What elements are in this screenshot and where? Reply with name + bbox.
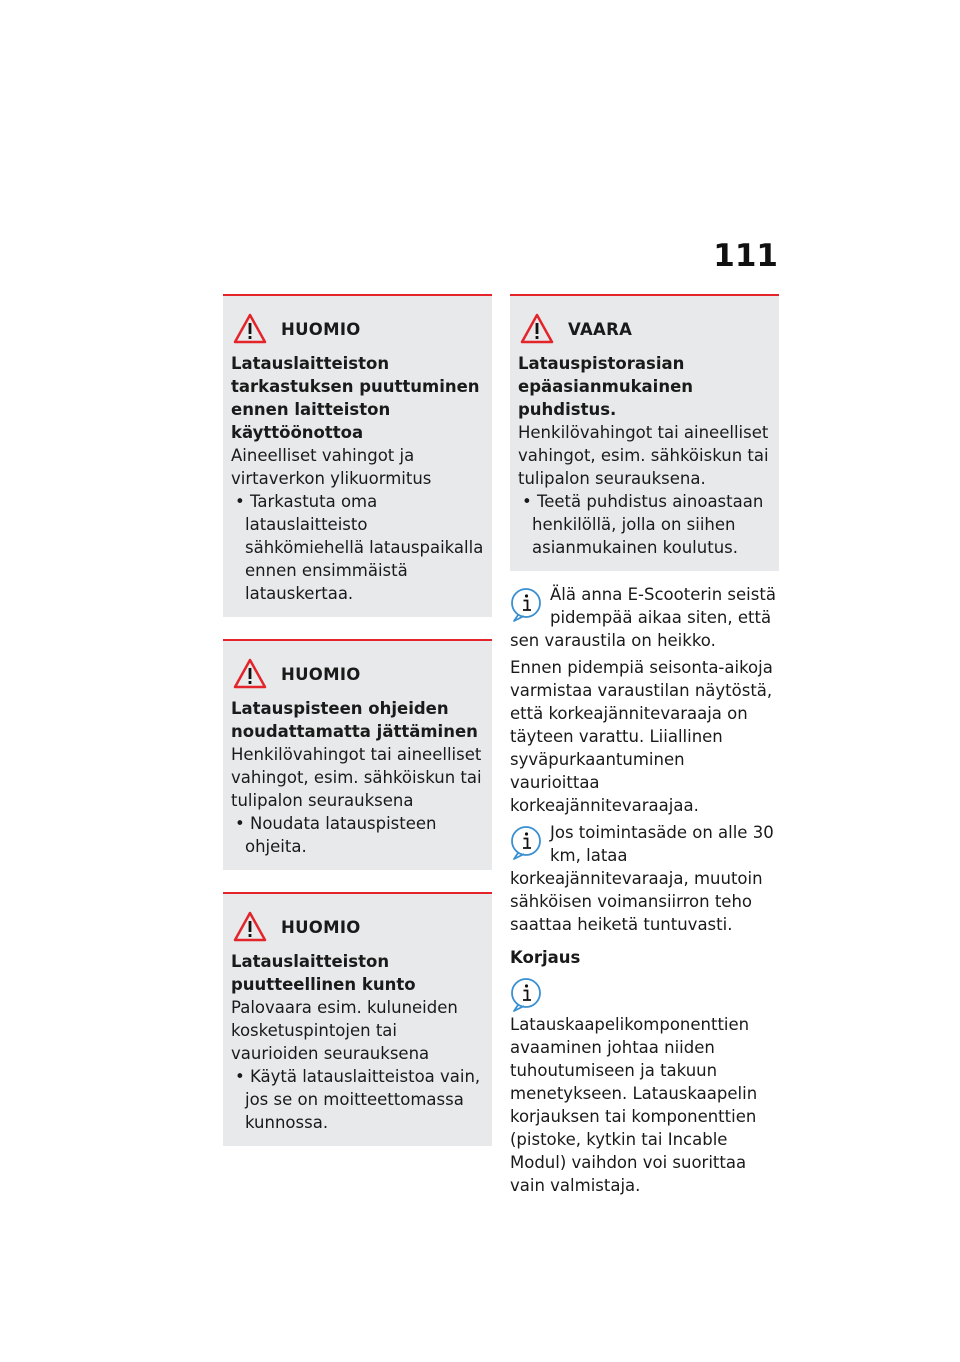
notice-label: HUOMIO	[281, 664, 361, 684]
warning-icon	[233, 911, 267, 943]
notice-bullet: • Teetä puhdistus ainoastaan henkilöllä, jolla on siihen asianmukainen koulutus.	[518, 490, 771, 559]
notice-title: Latauspistorasian epäasianmukainen puhdistus.	[518, 354, 694, 419]
notice-label: HUOMIO	[281, 319, 361, 339]
warning-icon	[520, 313, 554, 345]
left-column	[223, 294, 492, 1168]
info-note	[510, 583, 779, 652]
danger-box	[510, 294, 779, 571]
notice-text: Aineelliset vahingot ja virtaverkon ylikuormitus	[231, 446, 432, 488]
notice-title: Latauslaitteiston tarkastuksen puuttuminen ennen laitteiston käyttöönottoa	[231, 354, 480, 442]
info-icon	[510, 977, 544, 1013]
notice-bullet: • Tarkastuta oma latauslaitteisto sähkömiehellä latauspaikalla ennen ensimmäistä latauskertaa.	[231, 490, 484, 605]
notice-title: Latauspisteen ohjeiden noudattamatta jättäminen	[231, 699, 478, 741]
notice-text: Palovaara esim. kuluneiden kosketuspintojen tai vaurioiden seurauksena	[231, 998, 458, 1063]
info-text: Jos toimintasäde on alle 30 km, lataa korkeajännitevaraaja, muutoin sähköisen voimansiirron teho saattaa heiketä tuntuvasti.	[510, 823, 774, 934]
notice-text: Henkilövahingot tai aineelliset vahingot, esim. sähköiskun tai tulipalon seurauksena	[231, 745, 482, 810]
notice-box	[223, 294, 492, 617]
paragraph: Ennen pidempiä seisonta-aikoja varmistaa varaustilan näytöstä, että korkeajännitevaraaja on täyteen varattu. Liiallinen syväpurkaantuminen vaurioittaa korkeajännitevaraajaa.	[510, 658, 773, 815]
info-note	[510, 973, 779, 1197]
info-icon	[510, 825, 544, 861]
section-heading: Korjaus	[510, 948, 581, 967]
notice-title: Latauslaitteiston puutteellinen kunto	[231, 952, 416, 994]
notice-text: Henkilövahingot tai aineelliset vahingot, esim. sähköiskun tai tulipalon seurauksena.	[518, 423, 769, 488]
warning-icon	[233, 658, 267, 690]
notice-box	[223, 639, 492, 870]
info-icon	[510, 587, 544, 623]
notice-bullet: • Noudata latauspisteen ohjeita.	[231, 812, 484, 858]
right-column	[510, 294, 779, 1201]
warning-icon	[233, 313, 267, 345]
page-number: 111	[713, 238, 778, 274]
notice-label: VAARA	[568, 319, 633, 339]
notice-box	[223, 892, 492, 1146]
notice-label: HUOMIO	[281, 917, 361, 937]
info-note	[510, 821, 779, 936]
info-text: Älä anna E-Scooterin seistä pidempää aikaa siten, että sen varaustila on heikko.	[510, 585, 776, 650]
notice-bullet: • Käytä latauslaitteistoa vain, jos se on moitteettomassa kunnossa.	[231, 1065, 484, 1134]
info-text: Latauskaapelikomponenttien avaaminen johtaa niiden tuhoutumiseen ja takuun menetykseen. Latauskaapelin korjauksen tai komponenttien (pistoke, kytkin tai Incable Modul) vaihdon voi suorittaa vain valmistaja.	[510, 1015, 758, 1195]
